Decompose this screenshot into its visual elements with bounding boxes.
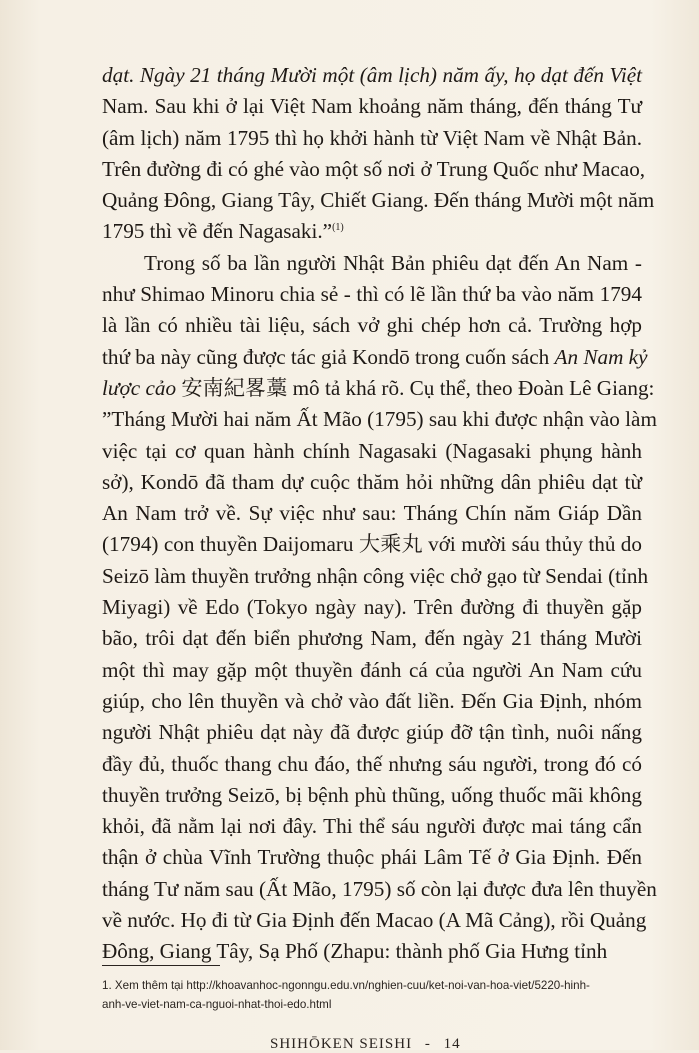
text-line — [102, 686, 642, 717]
text-line — [102, 780, 642, 811]
text-line — [102, 373, 655, 404]
text-line — [102, 91, 642, 122]
footnote-divider — [102, 965, 220, 966]
text-run: (âm lịch) năm 1795 thì họ khởi hành từ Việt Nam về Nhật Bản. — [102, 125, 642, 150]
text-line — [102, 905, 647, 936]
text-line — [102, 248, 642, 279]
text-run: 1795 thì về đến Nagasaki.” — [102, 219, 333, 244]
text-line — [102, 436, 642, 467]
text-run: (1794) con thuyền Daijomaru 大乘丸 với mười sáu thủy thủ do — [102, 532, 642, 557]
text-line — [102, 123, 642, 154]
text-line — [102, 498, 642, 529]
text-line — [102, 342, 648, 373]
text-run: Quảng Đông, Giang Tây, Chiết Giang. Đến tháng Mười một năm — [102, 188, 655, 213]
text-line — [102, 279, 642, 310]
text-line — [102, 561, 649, 592]
footnote — [102, 976, 650, 1014]
text-line — [102, 60, 642, 91]
text-run: 安南紀畧藁 mô tả khá rõ. Cụ thể, theo Đoàn Lê Giang: — [176, 375, 655, 400]
text-run: sở), Kondō đã tham dự cuộc thăm hỏi những dân phiêu dạt từ — [102, 469, 642, 494]
text-run: Trên đường đi có ghé vào một số nơi ở Trung Quốc như Macao, — [102, 156, 646, 181]
text-line — [102, 216, 642, 247]
text-run: tháng Tư năm sau (Ất Mão, 1795) số còn lại được đưa lên thuyền — [102, 876, 657, 901]
text-run: như Shimao Minoru chia sẻ - thì có lẽ lần thứ ba vào năm 1794 — [102, 282, 642, 307]
text-line — [102, 874, 657, 905]
text-line — [102, 310, 642, 341]
footnote-marker: (1) — [332, 222, 344, 234]
text-line — [102, 185, 655, 216]
text-run: Nam. Sau khi ở lại Việt Nam khoảng năm tháng, đến tháng Tư — [102, 94, 642, 119]
text-run: người Nhật phiêu dạt này đã được giúp đỡ tận tình, nuôi nấng — [102, 720, 642, 745]
text-line — [102, 842, 642, 873]
book-title: SHIHŌKEN SEISHI — [270, 1036, 413, 1052]
running-footer — [270, 1036, 570, 1053]
text-run: thứ ba này cũng được tác giả Kondō trong cuốn sách — [102, 344, 555, 369]
text-run: Đông, Giang Tây, Sạ Phố (Zhapu: thành phố Gia Hưng tỉnh — [102, 939, 608, 964]
italic-text: dạt. Ngày 21 tháng Mười một (âm lịch) năm ấy, họ dạt đến Việt — [102, 63, 642, 87]
text-line — [102, 655, 642, 686]
text-run: ”Tháng Mười hai năm Ất Mão (1795) sau khi được nhận vào làm — [102, 407, 657, 432]
text-run: thuyền trưởng Seizō, bị bệnh phù thũng, uống thuốc mãi không — [102, 782, 642, 807]
footnote-line-2: anh-ve-viet-nam-ca-nguoi-nhat-thoi-edo.html — [102, 998, 332, 1011]
text-run: việc tại cơ quan hành chính Nagasaki (Nagasaki phụng hành — [102, 438, 642, 463]
text-run: thận ở chùa Vĩnh Trường thuộc phái Lâm Tế ở Gia Định. Đến — [102, 845, 642, 870]
text-run: giúp, cho lên thuyền và chở vào đất liền. Đến Gia Định, nhóm — [102, 688, 642, 713]
text-run: Seizō làm thuyền trưởng nhận công việc chở gạo từ Sendai (tỉnh — [102, 563, 649, 588]
text-run: bão, trôi dạt đến biển phương Nam, đến ngày 21 tháng Mười — [102, 626, 642, 651]
text-line — [102, 623, 642, 654]
text-run: Miyagi) về Edo (Tokyo ngày nay). Trên đường đi thuyền gặp — [102, 595, 642, 620]
footnote-line-1: 1. Xem thêm tại http://khoavanhoc-ngonngu.edu.vn/nghien-cuu/ket-noi-van-hoa-viet/5220-hinh- — [102, 979, 590, 992]
text-line — [102, 404, 657, 435]
paragraph — [102, 248, 657, 968]
italic-text: An Nam kỷ — [554, 344, 648, 369]
text-line — [102, 717, 642, 748]
text-line — [102, 749, 642, 780]
text-line — [102, 154, 646, 185]
text-line — [102, 467, 642, 498]
text-run: một thì may gặp một thuyền đánh cá của người An Nam cứu — [102, 657, 642, 682]
text-run: khỏi, đã nằm lại nơi đây. Thi thể sáu người được mai táng cẩn — [102, 814, 642, 839]
text-run: đầy đủ, thuốc thang chu đáo, thế nhưng sáu người, trong đó có — [102, 751, 642, 776]
text-line — [102, 529, 642, 560]
text-line — [102, 936, 642, 967]
text-run: về nước. Họ đi từ Gia Định đến Macao (A Mã Cảng), rồi Quảng — [102, 908, 647, 933]
page-number: 14 — [443, 1036, 461, 1052]
text-run: Trong số ba lần người Nhật Bản phiêu dạt đến An Nam - — [144, 250, 642, 275]
text-line — [102, 592, 642, 623]
body-text — [102, 60, 657, 968]
text-run: An Nam trở về. Sự việc như sau: Tháng Chín năm Giáp Dần — [102, 501, 642, 526]
italic-text: lược cảo — [102, 375, 177, 400]
text-line — [102, 811, 642, 842]
paragraph — [102, 60, 655, 248]
text-run: là lần có nhiều tài liệu, sách vở ghi chép hơn cả. Trường hợp — [102, 313, 642, 338]
footer-separator: - — [424, 1036, 431, 1052]
